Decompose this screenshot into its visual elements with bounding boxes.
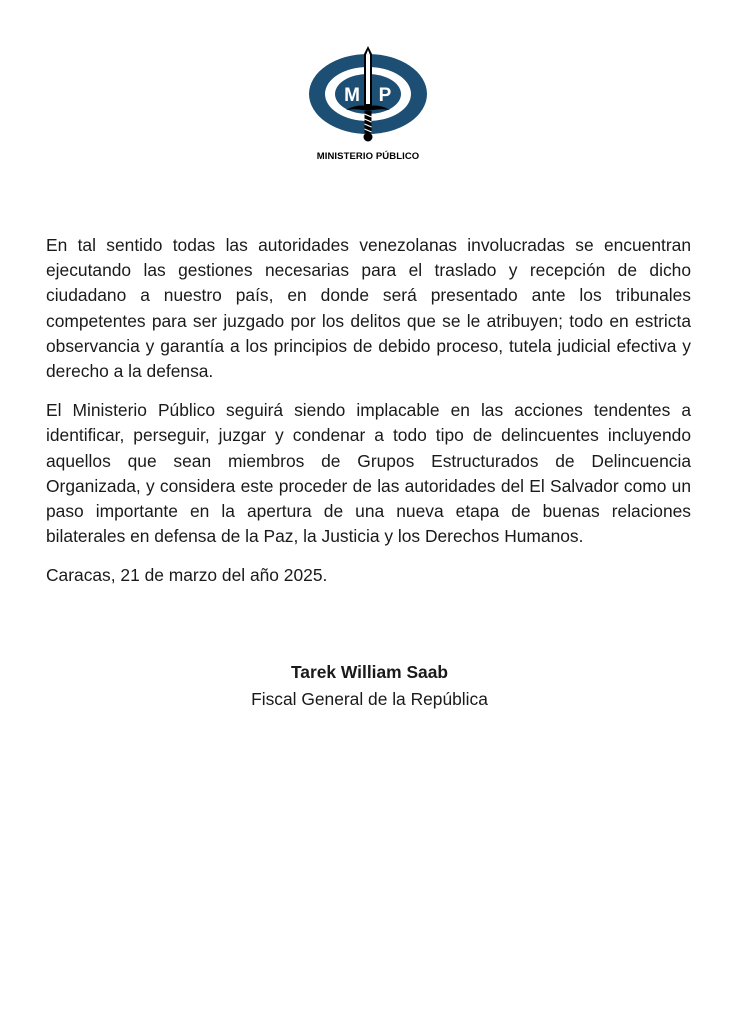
body-paragraph-2: El Ministerio Público seguirá siendo implacable en las acciones tendentes a identificar, perseguir, juzgar y condenar a todo tipo de delincuentes incluyendo aquellos que sean miembros de Grupos Estructurados de Delincuencia Organizada, y considera este proceder de las autoridades del El Salvador como un paso importante en la apertura de una nueva etapa de buenas relaciones bilaterales en defensa de la Paz, la Justicia y los Derechos Humanos.	[46, 400, 691, 547]
logo-caption: MINISTERIO PÚBLICO	[316, 151, 420, 162]
logo-letter-left: M	[344, 85, 360, 106]
signature-block	[0, 659, 735, 713]
place-date: Caracas, 21 de marzo del año 2025.	[46, 565, 328, 586]
logo-letter-right: P	[378, 85, 392, 106]
body-paragraph-1: En tal sentido todas las autoridades venezolanas involucradas se encuentran ejecutando las gestiones necesarias para el traslado y recepción de dicho ciudadano a nuestro país, en donde será presentado ante los tribunales competentes para ser juzgado por los delitos que se le atribuyen; todo en estricta observancia y garantía a los principios de debido proceso, tutela judicial efectiva y derecho a la defensa.	[46, 235, 691, 382]
signatory-name: Tarek William Saab	[290, 662, 449, 682]
document-body	[46, 233, 691, 589]
ministerio-publico-logo	[306, 44, 430, 168]
signatory-title: Fiscal General de la República	[251, 689, 488, 709]
mp-emblem-icon	[306, 44, 430, 148]
